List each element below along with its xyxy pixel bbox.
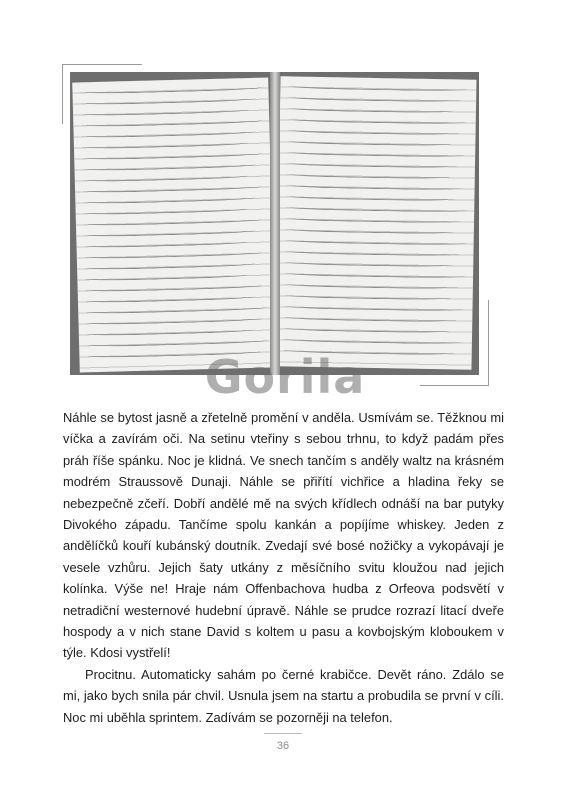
handwriting-line (82, 139, 249, 149)
frame-line-right (488, 300, 489, 386)
handwriting-line (81, 117, 262, 128)
paragraph-1: Náhle se bytost jasně a zřetelně promění v anděla. Usmívám se. Těžknou mi víčka a zavírám oči. Na setinu vteřiny s sebou trhnu, to když padám přes práh říše spánku. Noc je klidná. Ve snech tančím s anděly waltz na krásném modrém Straussově Dunaji. Náhle se přiřítí vichřice a hladina řeky se nebezpečně zčeří. Dobří andělé mě na svých křídlech odnáší na bar putyky Divokého západu. Tančíme spolu kankán a popíjíme whiskey. Jeden z andělíčků kouří kubánský doutník. Zvedají své bosé nožičky a vykopávají je vesele vzhůru. Jejich šaty utkány z měsíčního svitu kloužou nad jejich kolínka. Výše ne! Hraje nám Offenbachova hudba z Orfeova podsvětí v netradiční westernové hudební úpravě. Náhle se prudce rozrazí litací dveře hospody a v nich stane David s koltem u pasu a kovbojským kloboukem v týle. Kdosi vystřelí! (63, 410, 504, 661)
handwriting-line (284, 335, 462, 344)
notebook-spine (270, 72, 280, 375)
frame-line-left (62, 64, 63, 124)
handwriting-line (87, 337, 268, 348)
handwriting-line (288, 126, 459, 135)
handwriting-line (81, 95, 256, 106)
handwriting-line (284, 324, 449, 333)
handwriting-line (287, 170, 450, 179)
handwriting-line (84, 205, 249, 215)
handwriting-line (82, 128, 256, 139)
handwriting-line (287, 159, 457, 168)
page-number: 36 (276, 740, 290, 752)
watermark-logo: Gorila (204, 350, 366, 404)
handwriting-line (288, 115, 466, 124)
notebook-right-page (275, 76, 476, 369)
handwriting-line (80, 84, 262, 95)
handwriting-line (284, 313, 456, 322)
handwriting-line (82, 161, 255, 172)
frame-line-bottom (420, 385, 489, 386)
handwriting-line (86, 315, 261, 326)
handwriting-line (285, 269, 465, 278)
handwriting-line (85, 249, 262, 260)
handwriting-line (82, 150, 262, 161)
handwriting-line (288, 104, 453, 113)
handwriting-line (288, 93, 460, 102)
handwriting-line (84, 238, 248, 248)
handwriting-line (85, 260, 255, 270)
handwriting-line (287, 148, 464, 157)
handwriting-line (285, 280, 458, 289)
handwriting-line (86, 282, 262, 293)
handwriting-line (86, 304, 268, 315)
handwriting-line (286, 225, 454, 234)
body-text (63, 407, 504, 728)
handwriting-line (286, 214, 461, 223)
handwriting-line (81, 106, 249, 116)
handwriting-line (87, 326, 255, 336)
handwriting-line (285, 258, 452, 267)
handwriting-line (84, 216, 262, 227)
handwriting-line (288, 82, 467, 91)
handwriting-line (287, 137, 451, 146)
paragraph-2: Procitnu. Automaticky sahám po černé krabičce. Devět ráno. Zdálo se mi, jako bych snila pár chvil. Usnula jsem na startu a probudila se první v cíli. Noc mi uběhla sprintem. Zadívám se pozorněji na telefon. (63, 666, 504, 725)
page-number-rule (264, 733, 302, 734)
frame-line-top (62, 64, 142, 65)
handwriting-line (83, 172, 249, 182)
handwriting-line (286, 192, 455, 201)
handwriting-line (85, 271, 248, 281)
handwriting-line (83, 183, 262, 194)
handwriting-line (86, 293, 255, 303)
handwriting-line (83, 194, 255, 205)
handwriting-line (287, 181, 463, 190)
notebook-photo (70, 72, 479, 375)
handwriting-line (285, 247, 459, 256)
notebook-left-page (72, 77, 276, 372)
handwriting-line (286, 203, 468, 212)
handwriting-line (285, 291, 451, 300)
handwriting-line (84, 227, 255, 237)
handwriting-line (286, 236, 467, 245)
handwriting-line (284, 302, 463, 311)
